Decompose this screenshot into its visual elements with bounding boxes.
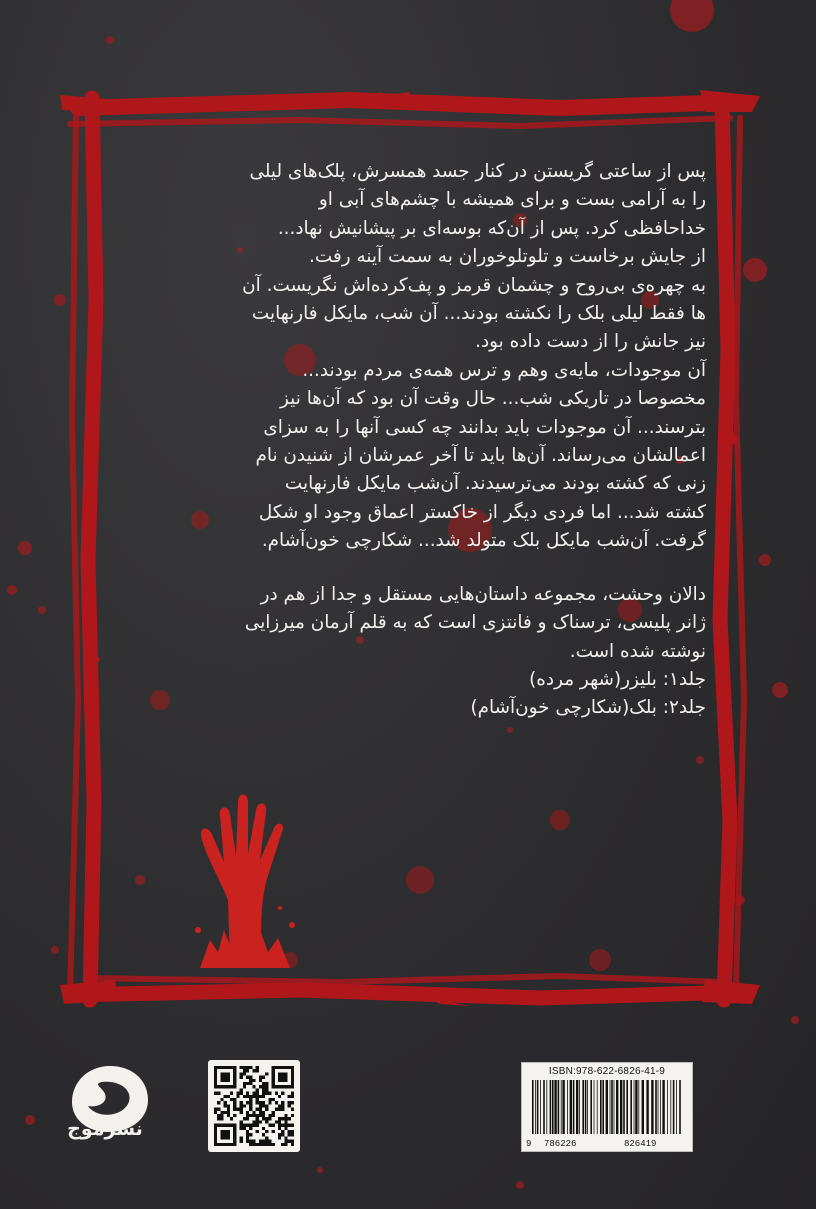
publisher-name: نشرموج [67, 1118, 143, 1140]
zombie-hand-icon [180, 780, 310, 970]
publisher-logo-icon [62, 1062, 172, 1158]
barcode-digits-right: 826419 [624, 1139, 657, 1149]
paragraph-1: پس از ساعتی گریستن در کنار جسد همسرش، پلک‌های لیلی را به آرامی بست و برای همیشه با چشم‌های آبی او خداحافظی کرد. پس از آن‌که بوسه‌ای بر پیشانیش نهاد... از جایش برخاست و تلوتلوخوران به سمت آینه رفت. به چهره‌ی بی‌روح و چشمان قرمز و پف‌کرده‌اش نگریست. آن ها فقط لیلی بلک را نکشته بودند... آن شب، مایکل فارنهایت نیز جانش را از دست داده بود. [242, 161, 706, 353]
paragraph-2: آن موجودات، مایه‌ی وهم و ترس همه‌ی مردم بودند... مخصوصا در تاریکی شب... حال وقت آن بود که آن‌ها نیز بترسند... آن موجودات باید بدانند چه کسی آنها را به سزای اعمالشان می‌رساند. آن‌ها باید تا آخر عمرشان از شنیدن نام زنی که کشته بودند می‌ترسیدند. آن‌شب مایکل فارنهایت کشته شد... اما فردی دیگر از خاکستر اعماق وجود او شکل گرفت. آن‌شب مایکل بلک متولد شد... شکارچی خون‌آشام. [255, 359, 706, 552]
volume-2: جلد۲: بلک(شکارچی خون‌آشام) [470, 697, 706, 719]
synopsis-text [118, 158, 706, 723]
barcode-digits-left: 786226 [544, 1139, 577, 1149]
barcode-bars [530, 1080, 684, 1134]
paragraph-3: دالان وحشت، مجموعه داستان‌هایی مستقل و جدا از هم در ژانر پلیسی، ترسناک و فانتزی است که به قلم آرمان میرزایی نوشته شده است. [244, 583, 706, 662]
isbn-barcode [521, 1062, 693, 1152]
volume-1: جلد۱: بلیزر(شهر مرده) [529, 668, 706, 690]
barcode-digit-prefix: 9 [526, 1139, 532, 1149]
isbn-number: ISBN:978-622-6826-41-9 [548, 1066, 666, 1077]
qr-code[interactable] [208, 1060, 300, 1152]
